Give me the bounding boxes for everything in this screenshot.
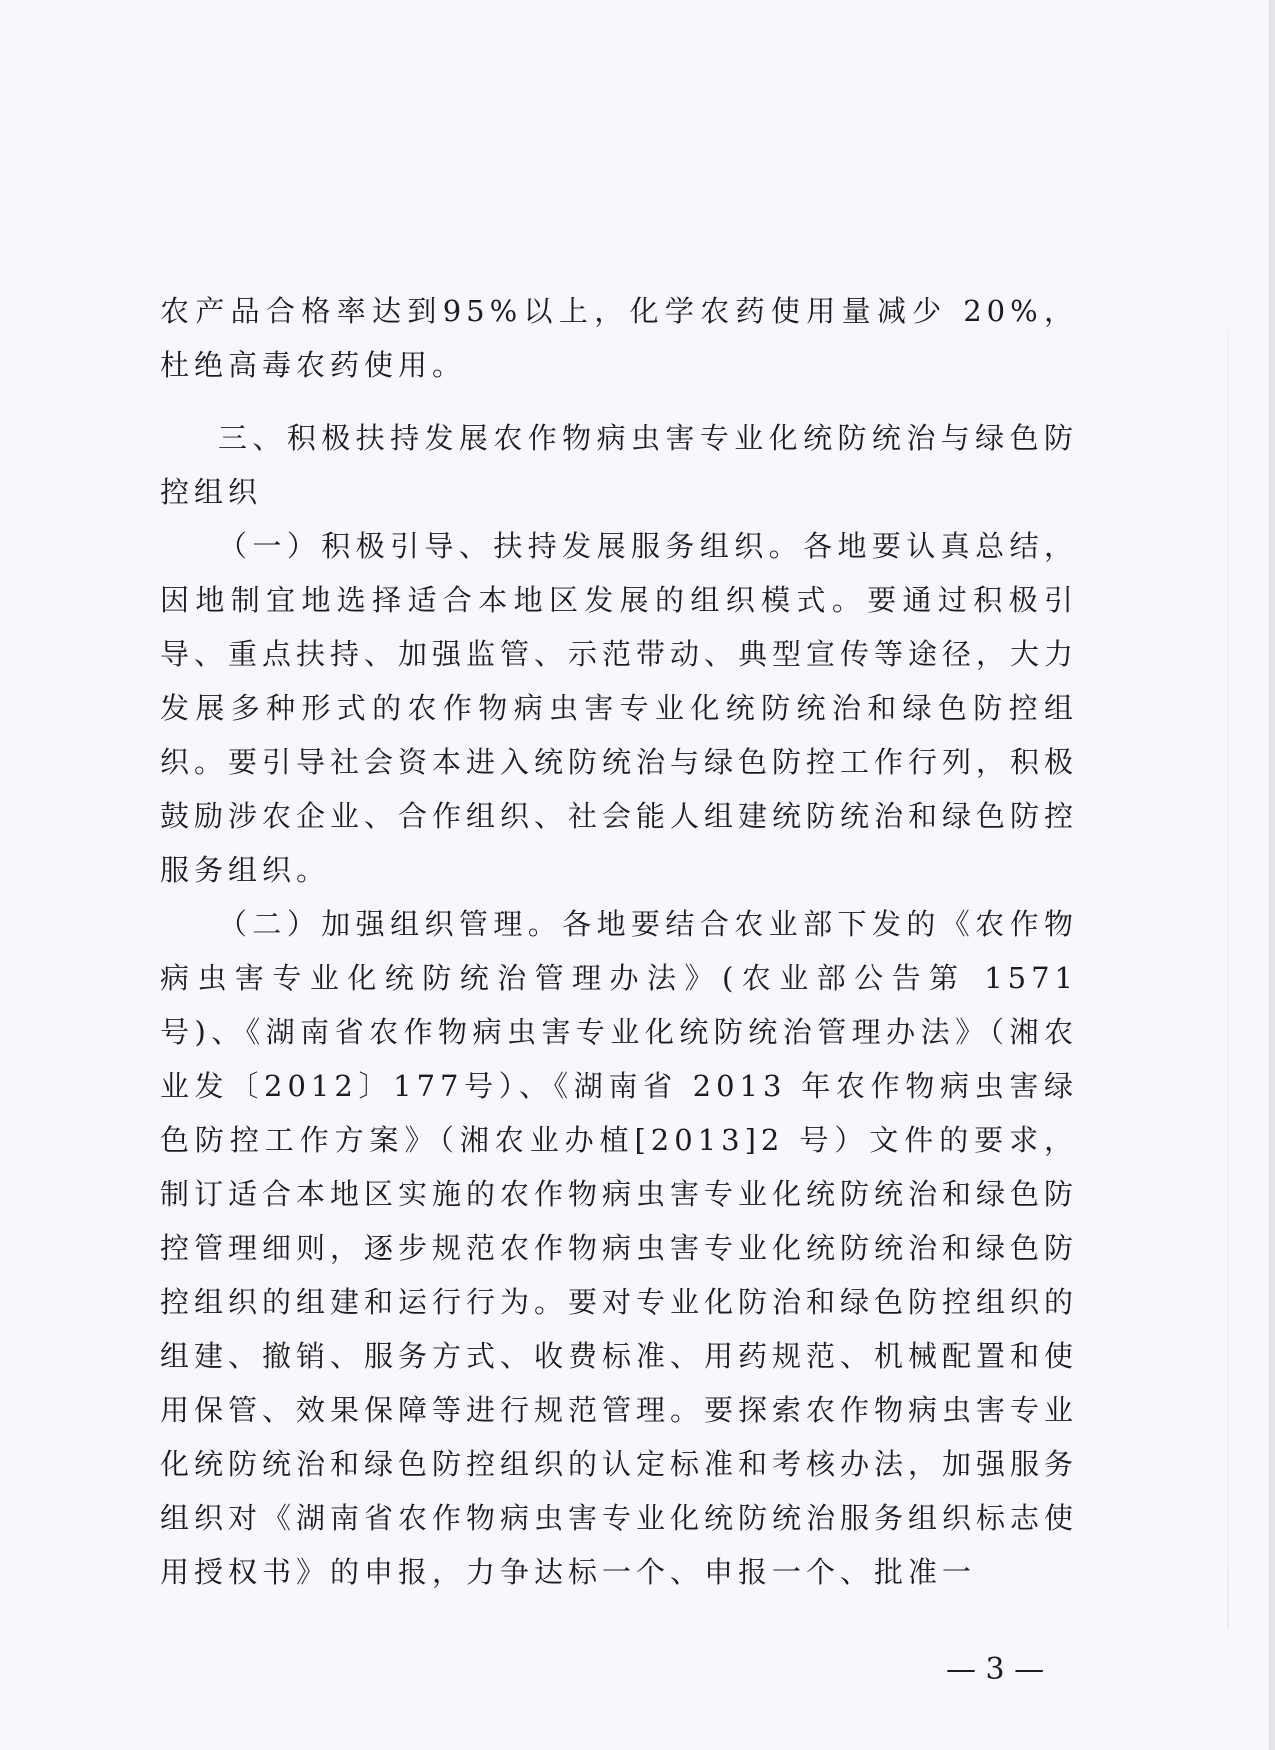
section-heading-3: 三、积极扶持发展农作物病虫害专业化统防统治与绿色防控组织 xyxy=(160,421,1078,509)
page-number: — 3 — xyxy=(946,1652,1045,1687)
paragraph-subsection-2: （二）加强组织管理。各地要结合农业部下发的《农作物病虫害专业化统防统治管理办法》(农业部公告第 1571 号)、《湖南省农作物病虫害专业化统防统治管理办法》（湘农业发〔2012〕177号）、《湖南省 2013 年农作物病虫害绿色防控工作方案》（湘农业办植[2013]2 号）文件的要求，制订适合本地区实施的农作物病虫害专业化统防统治和绿色防控管理细则，逐步规范农作物病虫害专业化统防统治和绿色防控组织的组建和运行行为。要对专业化防治和绿色防控组织的组建、撤销、服务方式、收费标准、用药规范、机械配置和使用保管、效果保障等进行规范管理。要探索农作物病虫害专业化统防统治和绿色防控组织的认定标准和考核办法，加强服务组织对《湖南省农作物病虫害专业化统防统治服务组织标志使用授权书》的申报，力争达标一个、申报一个、批准一 xyxy=(160,907,1079,1589)
document-body xyxy=(160,284,1078,1599)
paragraph-continuation: 农产品合格率达到95%以上，化学农药使用量减少 20%，杜绝高毒农药使用。 xyxy=(160,294,1078,382)
scan-shadow xyxy=(1227,330,1229,1630)
paragraph-subsection-1: （一）积极引导、扶持发展服务组织。各地要认真总结，因地制宜地选择适合本地区发展的组织模式。要通过积极引导、重点扶持、加强监管、示范带动、典型宣传等途径，大力发展多种形式的农作物病虫害专业化统防统治和绿色防控组织。要引导社会资本进入统防统治与绿色防控工作行列，积极鼓励涉农企业、合作组织、社会能人组建统防统治和绿色防控服务组织。 xyxy=(160,529,1079,887)
